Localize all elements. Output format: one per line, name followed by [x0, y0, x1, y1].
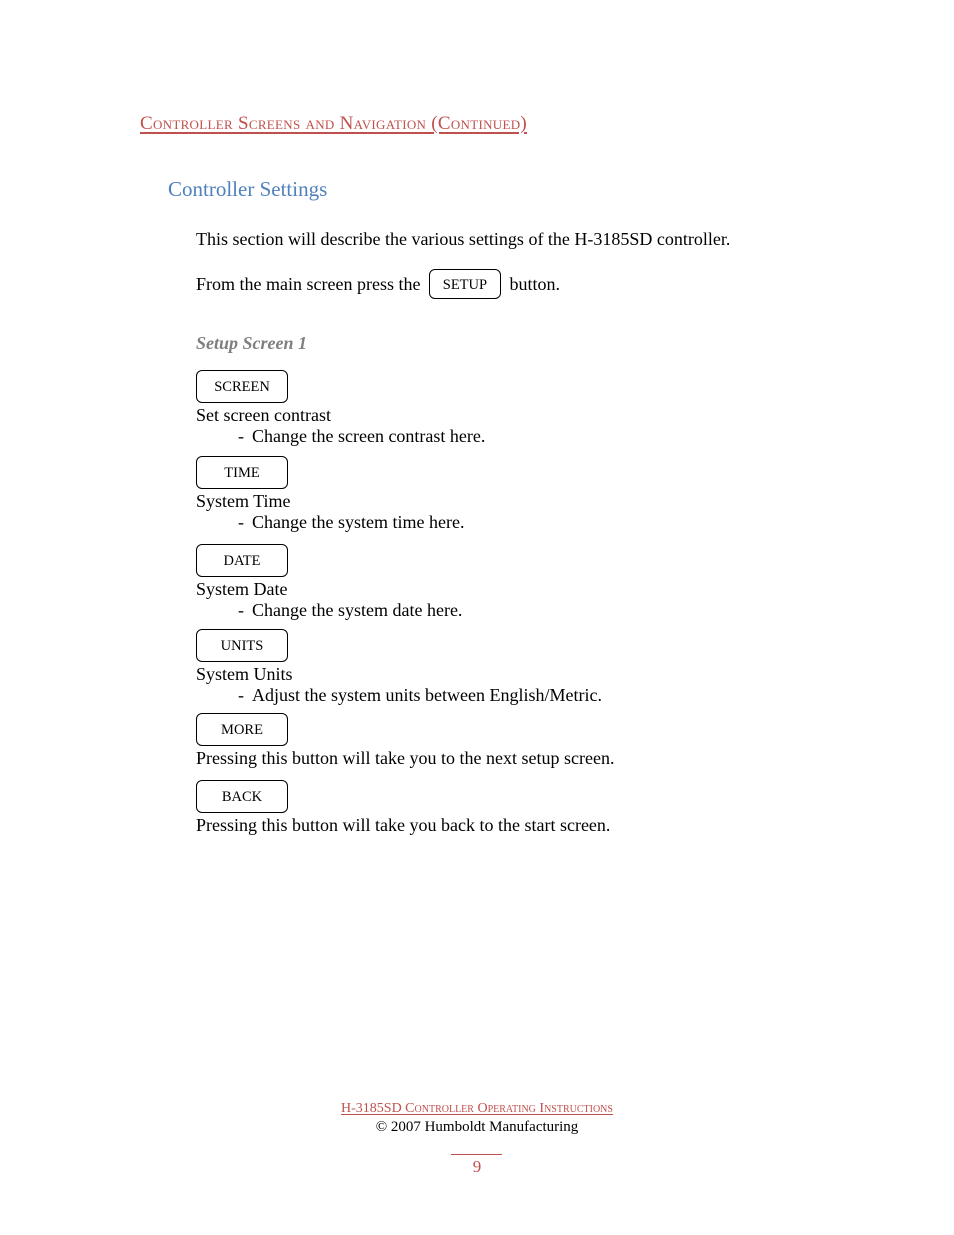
- setting-date: [196, 544, 462, 621]
- subsection-title: Controller Settings: [168, 177, 328, 201]
- setting-bullet-text: Change the system time here.: [252, 512, 465, 532]
- back-key-figure: BACK: [196, 780, 288, 813]
- bullet-dash: -: [238, 685, 244, 705]
- page-number-rule: [451, 1154, 502, 1155]
- bullet-dash: -: [238, 600, 244, 620]
- section-heading: Controller Screens and Navigation (Continued): [140, 113, 528, 134]
- bullet-dash: -: [238, 426, 244, 446]
- footer-title: H-3185SD Controller Operating Instructions: [341, 1101, 613, 1116]
- setting-title: Pressing this button will take you to the next setup screen.: [196, 748, 615, 768]
- setting-title: Set screen contrast: [196, 405, 331, 425]
- setup-instruction-after: button.: [509, 274, 560, 294]
- footer-copyright: © 2007 Humboldt Manufacturing: [375, 1119, 579, 1135]
- setting-title: System Date: [196, 579, 288, 599]
- figure-caption: Setup Screen 1: [196, 333, 308, 353]
- setup-instruction: [196, 268, 560, 301]
- bullet-dash: -: [238, 512, 244, 532]
- setting-units: [196, 629, 602, 706]
- setting-bullet: [196, 425, 485, 447]
- units-key-figure: UNITS: [196, 629, 288, 662]
- setting-bullet: [196, 599, 462, 621]
- setting-title: System Units: [196, 664, 293, 684]
- setup-instruction-before: From the main screen press the: [196, 274, 421, 294]
- setting-screen: [196, 370, 485, 447]
- setting-title: Pressing this button will take you back to the start screen.: [196, 815, 611, 835]
- setting-bullet-text: Adjust the system units between English/Metric.: [252, 685, 602, 705]
- time-key-figure: TIME: [196, 456, 288, 489]
- screen-key-figure: SCREEN: [196, 370, 288, 403]
- setting-bullet: [196, 511, 464, 533]
- intro-paragraph: This section will describe the various settings of the H-3185SD controller.: [196, 229, 731, 249]
- setting-title: System Time: [196, 491, 291, 511]
- setting-more: [196, 713, 614, 768]
- page-number: 9: [472, 1157, 482, 1176]
- setting-time: [196, 456, 464, 533]
- setup-key-figure: SETUP: [429, 269, 501, 299]
- setting-bullet-text: Change the screen contrast here.: [252, 426, 486, 446]
- setting-bullet-text: Change the system date here.: [252, 600, 463, 620]
- setting-back: [196, 780, 610, 835]
- more-key-figure: MORE: [196, 713, 288, 746]
- date-key-figure: DATE: [196, 544, 288, 577]
- setting-bullet: [196, 684, 602, 706]
